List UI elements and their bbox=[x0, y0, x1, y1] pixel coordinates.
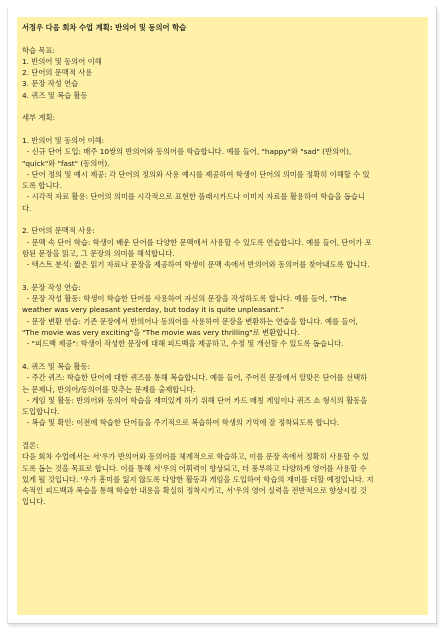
conclusion-line: 다음 회차 수업에서는 서'우가 반의어와 동의어를 체계적으로 학습하고, 이를 문장 속에서 정확히 사용할 수 있 bbox=[22, 452, 369, 462]
document-page bbox=[7, 7, 437, 624]
spacer bbox=[22, 214, 423, 225]
spacer bbox=[22, 350, 423, 361]
document-title: 서정우 다음 회차 수업 계획: 반의어 및 동의어 학습 bbox=[22, 23, 187, 32]
section-line: - 문장 변환 연습: 기존 문장에서 반의어나 동의어를 사용하여 문장을 변환하는 연습을 합니다. 예를 들어, bbox=[22, 316, 358, 326]
section-heading: 3. 문장 작성 연습: bbox=[22, 282, 81, 292]
goal-item: 2. 단어의 문맥적 사용 bbox=[22, 68, 93, 78]
section-line: weather was very pleasant yesterday, but today it is quite unpleasant." bbox=[22, 305, 284, 315]
lesson-plan-note bbox=[17, 17, 428, 615]
section-line: - 단어 정의 및 예시 제공: 각 단어의 정의와 사용 예시를 제공하여 학생이 단어의 의미를 정확히 이해할 수 있 bbox=[22, 169, 370, 179]
spacer bbox=[22, 429, 423, 440]
section-line: - 신규 단어 도입: 매주 10쌍의 반의어와 동의어를 학습합니다. 예를 들어, "happy"와 "sad" (반의어), bbox=[22, 147, 352, 157]
goal-item: 4. 퀴즈 및 복습 활동 bbox=[22, 90, 88, 100]
section-line: 는 문제나, 반의어/동의어를 맞추는 문제를 출제합니다. bbox=[22, 384, 196, 394]
section-line: "quick"와 "fast" (동의어). bbox=[22, 158, 110, 168]
conclusion-heading: 결론: bbox=[22, 440, 39, 450]
section-line: - 텍스트 분석: 짧은 읽기 자료나 문장을 제공하여 학생이 문맥 속에서 반의어와 동의어를 찾아내도록 합니다. bbox=[22, 260, 370, 270]
section-line: - 게임 및 활동: 반의어와 동의어 학습을 재미있게 하기 위해 단어 카드 매칭 게임이나 퀴즈 쇼 형식의 활동을 bbox=[22, 395, 368, 405]
goal-item: 1. 반의어 및 동의어 이해 bbox=[22, 56, 102, 66]
spacer bbox=[22, 101, 423, 112]
section-line: 도록 합니다. bbox=[22, 181, 62, 191]
spacer bbox=[22, 271, 423, 282]
details-heading: 세부 계획: bbox=[22, 113, 55, 123]
section-heading: 2. 단어의 문맥적 사용: bbox=[22, 226, 95, 236]
conclusion-line: 있게 될 것입니다. '우가 흥미를 잃지 않도록 다양한 활동과 게임을 도입하여 학습의 재미를 더할 예정입니다. 지 bbox=[22, 474, 374, 484]
section-line: 다. bbox=[22, 203, 32, 213]
section-line: - 문맥 속 단어 학습: 학생이 배운 단어를 다양한 문맥에서 사용할 수 있도록 연습합니다. 예를 들어, 단어가 포 bbox=[22, 237, 372, 247]
section-line: - 시각적 자료 활용: 단어의 의미를 시각적으로 표현한 플래시카드나 이미지 자료를 활용하여 학습을 돕습니 bbox=[22, 192, 365, 202]
section-line: 도입합니다. bbox=[22, 407, 60, 417]
section-line: 함된 문장을 읽고, 그 문장의 의미를 해석합니다. bbox=[22, 248, 175, 258]
section-heading: 4. 퀴즈 및 복습 활동: bbox=[22, 361, 91, 371]
section-line: - "피드백 제공": 학생이 작성한 문장에 대해 피드백을 제공하고, 수정 및 개선할 수 있도록 돕습니다. bbox=[22, 339, 344, 349]
conclusion-line: 도록 돕는 것을 목표로 합니다. 이를 통해 서'우의 어휘력이 향상되고, 더 풍부하고 다양하게 영어를 사용할 수 bbox=[22, 463, 367, 473]
section-line: "The movie was very exciting"을 "The movie was very thrilling"로 변환합니다. bbox=[22, 328, 300, 338]
spacer bbox=[22, 124, 423, 135]
goals-heading: 학습 목표: bbox=[22, 45, 55, 55]
section-line: - 주간 퀴즈: 학습한 단어에 대한 퀴즈를 통해 복습합니다. 예를 들어, 주어진 문장에서 알맞은 단어를 선택하 bbox=[22, 373, 368, 383]
conclusion-line: 입니다. bbox=[22, 497, 46, 507]
section-line: - 복습 및 확인: 이전에 학습한 단어들을 주기적으로 복습하여 학생의 기억에 잘 정착되도록 합니다. bbox=[22, 418, 340, 428]
section-line: - 문장 작성 활동: 학생이 학습한 단어를 사용하여 자신의 문장을 작성하도록 합니다. 예를 들어, "The bbox=[22, 294, 347, 304]
goal-item: 3. 문장 작성 연습 bbox=[22, 79, 79, 89]
spacer bbox=[22, 33, 423, 44]
conclusion-line: 속적인 피드백과 복습을 통해 학습한 내용을 확실히 정착시키고, 서'우의 영어 실력을 전반적으로 향상시킬 것 bbox=[22, 486, 367, 496]
section-heading: 1. 반의어 및 동의어 이해: bbox=[22, 135, 105, 145]
